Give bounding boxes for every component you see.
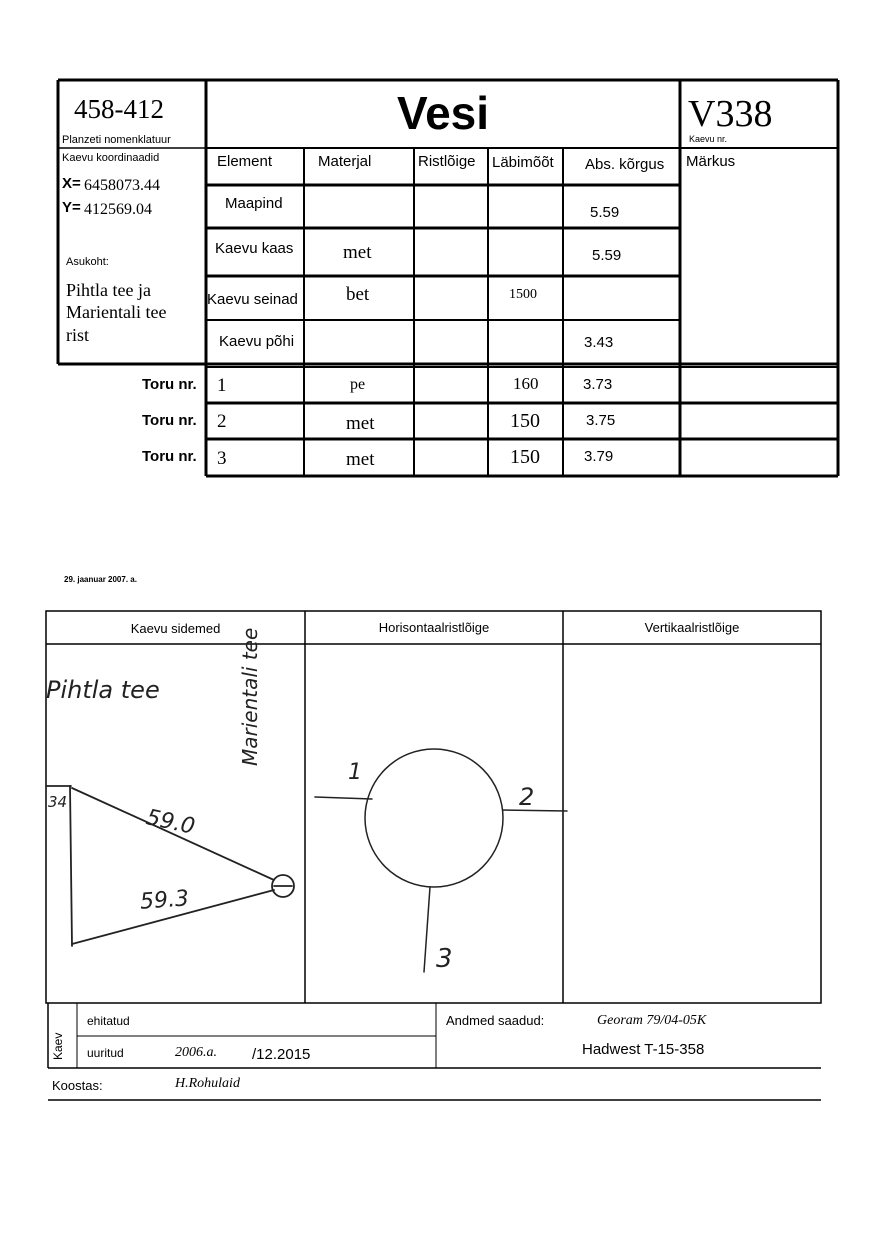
row-element: Maapind bbox=[225, 195, 283, 212]
pipe-elevation: 3.73 bbox=[583, 376, 613, 393]
coordinates-label: Kaevu koordinaadid bbox=[62, 152, 160, 164]
well-number-label: Kaevu nr. bbox=[689, 134, 728, 144]
row-elevation: 3.43 bbox=[584, 334, 614, 351]
pipe-material: pe bbox=[350, 376, 366, 393]
pipe-3-marker: 3 bbox=[436, 944, 453, 974]
street-label-marientali: Marientali tee bbox=[238, 627, 262, 766]
row-element: Kaevu põhi bbox=[219, 333, 295, 350]
row-elevation: 5.59 bbox=[590, 204, 620, 221]
x-value: 6458073.44 bbox=[84, 177, 160, 194]
distance-label-2: 59.3 bbox=[139, 886, 190, 915]
row-diameter: 1500 bbox=[509, 287, 537, 302]
y-label: Y= bbox=[62, 199, 81, 216]
column-header-cross-section: Ristlõige bbox=[418, 153, 476, 170]
pipe-label: Toru nr. bbox=[142, 376, 197, 393]
pipe-elevation: 3.79 bbox=[584, 448, 614, 465]
street-label-pihtla: Pihtla tee bbox=[46, 676, 160, 704]
location-line-2: Marientali tee bbox=[66, 302, 167, 322]
pipe-diameter: 160 bbox=[513, 374, 539, 393]
row-material: bet bbox=[346, 284, 370, 305]
distance-label-1: 59.0 bbox=[143, 805, 198, 840]
date-line: 29. jaanuar 2007. a. bbox=[64, 575, 137, 584]
surveyed-update: /12.2015 bbox=[252, 1046, 311, 1063]
author-name: H.Rohulaid bbox=[175, 1076, 240, 1091]
pipe-number: 2 bbox=[217, 411, 227, 432]
pipe-material: met bbox=[346, 413, 375, 434]
location-line-1: Pihtla tee ja bbox=[66, 280, 151, 300]
row-element: Kaevu seinad bbox=[207, 291, 298, 308]
corner-label: 34 bbox=[48, 793, 68, 811]
column-header-elevation: Abs. kõrgus bbox=[585, 156, 665, 173]
column-header-vertical: Vertikaalristlõige bbox=[644, 620, 740, 635]
pipe-1-marker: 1 bbox=[348, 760, 362, 785]
location-line-3: rist bbox=[66, 325, 90, 345]
x-label: X= bbox=[62, 175, 81, 192]
pipe-number: 3 bbox=[217, 448, 227, 469]
surveyed-label: uuritud bbox=[87, 1046, 124, 1060]
row-material: met bbox=[343, 242, 372, 263]
pipe-material: met bbox=[346, 449, 375, 470]
pipe-label: Toru nr. bbox=[142, 412, 197, 429]
pipe-diameter: 150 bbox=[510, 410, 540, 432]
column-header-horizontal: Horisontaalristlõige bbox=[378, 620, 490, 635]
row-elevation: 5.59 bbox=[592, 247, 622, 264]
column-header-material: Materjal bbox=[318, 153, 372, 170]
sheet-label: Planzeti nomenklatuur bbox=[62, 134, 171, 146]
surveyed-value: 2006.a. bbox=[175, 1045, 217, 1060]
column-header-remark: Märkus bbox=[686, 153, 736, 170]
pipe-number: 1 bbox=[217, 375, 227, 396]
pipe-diameter: 150 bbox=[510, 446, 540, 468]
pipe-elevation: 3.75 bbox=[586, 412, 616, 429]
column-header-diameter: Läbimõõt bbox=[492, 154, 554, 171]
page-title: Vesi bbox=[396, 87, 490, 139]
location-label: Asukoht: bbox=[66, 256, 109, 268]
column-header-ties: Kaevu sidemed bbox=[130, 621, 221, 636]
built-label: ehitatud bbox=[87, 1014, 130, 1028]
author-label: Koostas: bbox=[52, 1078, 103, 1093]
kaev-label: Kaev bbox=[51, 1032, 65, 1060]
well-number: V338 bbox=[688, 93, 773, 135]
pipe-2-marker: 2 bbox=[519, 783, 535, 811]
sheet-number: 458-412 bbox=[74, 94, 164, 124]
y-value: 412569.04 bbox=[84, 201, 152, 218]
pipe-label: Toru nr. bbox=[142, 448, 197, 465]
data-source-label: Andmed saadud: bbox=[446, 1013, 545, 1028]
data-source-1: Georam 79/04-05K bbox=[597, 1013, 707, 1028]
column-header-element: Element bbox=[217, 153, 273, 170]
data-source-2: Hadwest T-15-358 bbox=[582, 1041, 705, 1058]
row-element: Kaevu kaas bbox=[215, 240, 294, 257]
